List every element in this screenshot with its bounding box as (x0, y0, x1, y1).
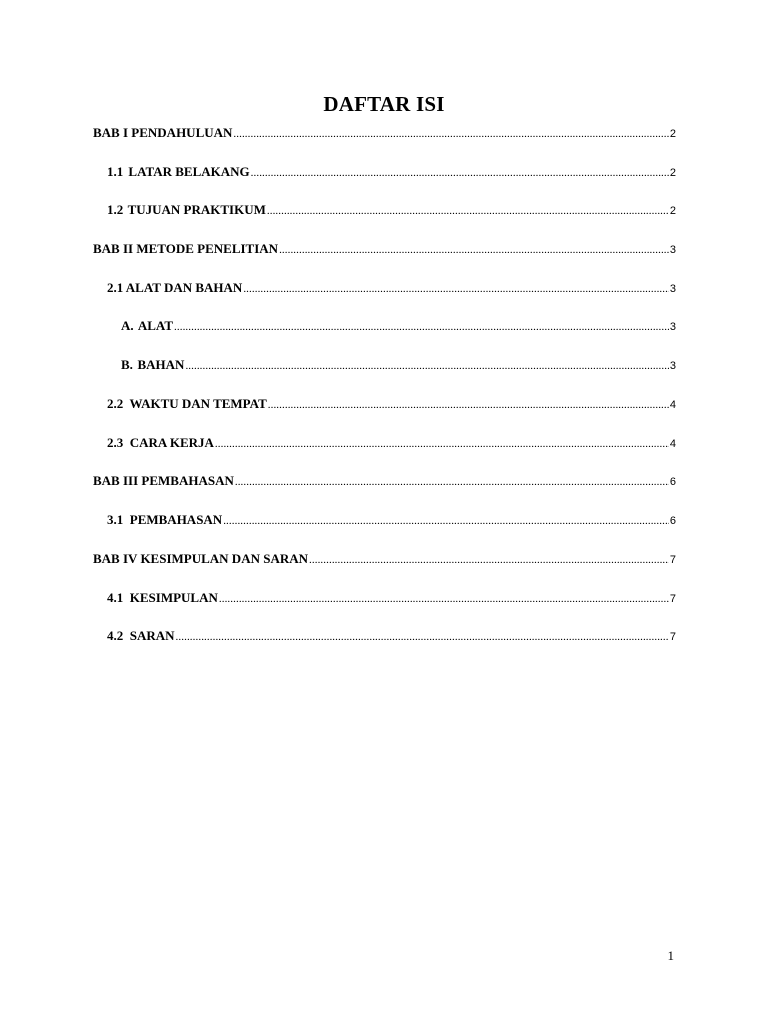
toc-entry-label: ALAT (137, 318, 174, 333)
toc-entry-bab-4[interactable] (93, 551, 676, 567)
toc-entry-1-1[interactable] (107, 164, 676, 180)
toc-entry-number: 1.2 (107, 202, 124, 217)
toc-entry-3-1[interactable] (107, 512, 676, 528)
toc-entry-4-1[interactable] (107, 590, 676, 606)
toc-entry-label: LATAR BELAKANG (128, 164, 250, 179)
toc-entry-bab-1[interactable] (93, 125, 676, 141)
toc-entry-bab-2[interactable] (93, 241, 676, 257)
leader-dots (251, 167, 669, 179)
leader-dots (279, 244, 669, 256)
leader-dots (309, 554, 669, 566)
toc-entry-label: 4.2 SARAN (107, 628, 175, 643)
toc-entry-page: 7 (669, 554, 676, 566)
toc-entry-page: 2 (669, 167, 676, 179)
leader-dots (235, 476, 669, 488)
toc-entry-page: 3 (669, 283, 676, 295)
toc-entry-page: 4 (669, 438, 676, 450)
leader-dots (219, 593, 669, 605)
toc-entry-page: 6 (669, 476, 676, 488)
toc-entry-number: B. (121, 357, 133, 372)
toc-entry-label: BAB II METODE PENELITIAN (93, 241, 279, 256)
toc-entry-label: BAB III PEMBAHASAN (93, 473, 234, 488)
toc-entry-page: 7 (669, 593, 676, 605)
page-title: DAFTAR ISI (323, 92, 445, 116)
toc-entry-bab-3[interactable] (93, 473, 676, 489)
toc-entry-page: 7 (669, 631, 676, 643)
page-number: 1 (667, 948, 674, 963)
leader-dots (174, 321, 669, 333)
toc-entry-2-3[interactable] (107, 435, 676, 451)
toc-entry-label: BAB IV KESIMPULAN DAN SARAN (93, 551, 309, 566)
toc-entry-label: 3.1 PEMBAHASAN (107, 512, 223, 527)
leader-dots (233, 128, 668, 140)
leader-dots (215, 438, 669, 450)
toc-entry-label: TUJUAN PRAKTIKUM (127, 202, 266, 217)
toc-entry-label: 4.1 KESIMPULAN (107, 590, 218, 605)
toc-entry-label: 2.2 WAKTU DAN TEMPAT (107, 396, 267, 411)
toc-entry-page: 2 (669, 128, 676, 140)
toc-entry-number: A. (121, 318, 134, 333)
toc-entry-page: 3 (669, 360, 676, 372)
toc-entry-page: 2 (669, 205, 676, 217)
toc-entry-label: 2.1 ALAT DAN BAHAN (107, 280, 243, 295)
toc-entry-page: 3 (669, 321, 676, 333)
toc-entry-page: 3 (669, 244, 676, 256)
toc-entry-label: 2.3 CARA KERJA (107, 435, 214, 450)
leader-dots (243, 283, 669, 295)
toc-entry-2-1[interactable] (107, 280, 676, 296)
leader-dots (223, 515, 669, 527)
toc-entry-4-2[interactable] (107, 628, 676, 644)
toc-entry-page: 6 (669, 515, 676, 527)
toc-entry-a[interactable] (121, 318, 676, 334)
toc-entry-label: BAHAN (137, 357, 185, 372)
toc-entry-number: 1.1 (107, 164, 124, 179)
toc-entry-1-2[interactable] (107, 202, 676, 218)
toc-entry-label: BAB I PENDAHULUAN (93, 125, 233, 140)
toc-entry-2-2[interactable] (107, 396, 676, 412)
leader-dots (176, 631, 669, 643)
leader-dots (268, 399, 669, 411)
leader-dots (267, 205, 669, 217)
toc-entry-page: 4 (669, 399, 676, 411)
toc-entry-b[interactable] (121, 357, 676, 373)
leader-dots (185, 360, 668, 372)
